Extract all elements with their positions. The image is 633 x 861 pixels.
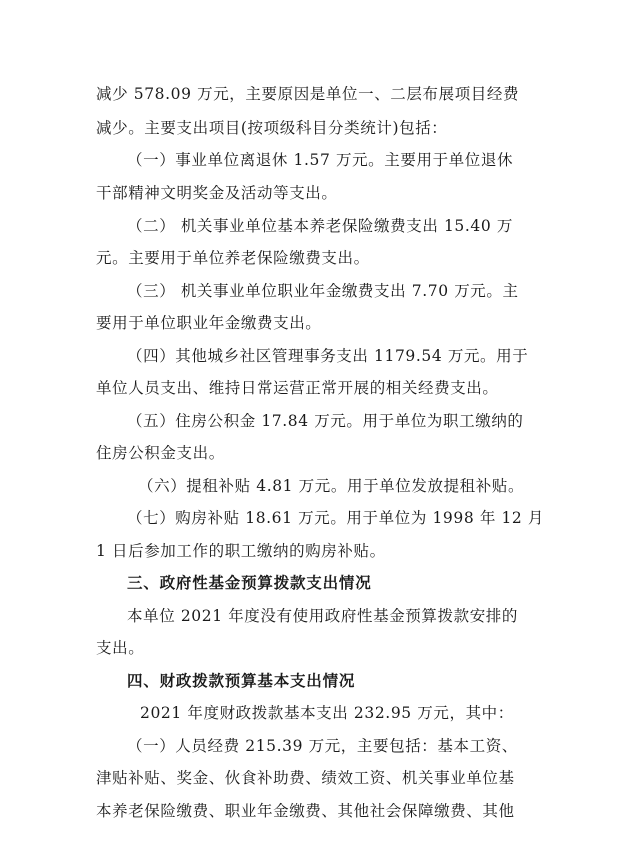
text-line: （六）提租补贴 4.81 万元。用于单位发放提租补贴。 [138,477,525,495]
text-line: 干部精神文明奖金及活动等支出。 [96,184,338,202]
text-line: （一）人员经费 215.39 万元，主要包括：基本工资、 [127,737,518,755]
text-line: （五）住房公积金 17.84 万元。用于单位为职工缴纳的 [127,412,524,430]
section-heading: 三、政府性基金预算拨款支出情况 [127,574,372,592]
text-line: 要用于单位职业年金缴费支出。 [96,314,322,332]
text-line: （一）事业单位离退休 1.57 万元。主要用于单位退休 [127,151,514,169]
text-line: 元。主要用于单位养老保险缴费支出。 [96,249,370,267]
text-line: 减少。主要支出项目(按项级科目分类统计)包括： [96,119,448,137]
text-line: 减少 578.09 万元，主要原因是单位一、二层布展项目经费 [96,85,520,103]
text-line: 住房公积金支出。 [96,444,225,462]
text-line: 津贴补贴、奖金、伙食补助费、绩效工资、机关事业单位基 [96,769,515,787]
text-line: （二） 机关事业单位基本养老保险缴费支出 15.40 万 [127,217,513,235]
text-line: 单位人员支出、维持日常运营正常开展的相关经费支出。 [96,379,499,397]
section-heading: 四、财政拨款预算基本支出情况 [127,672,356,690]
text-line: 本养老保险缴费、职业年金缴费、其他社会保障缴费、其他 [96,802,515,820]
text-line: 2021 年度财政拨款基本支出 232.95 万元，其中： [140,704,514,722]
text-line: 支出。 [96,639,145,657]
text-line: 1 日后参加工作的职工缴纳的购房补贴。 [96,542,386,560]
text-line: （四）其他城乡社区管理事务支出 1179.54 万元。用于 [127,347,529,365]
text-line: （三） 机关事业单位职业年金缴费支出 7.70 万元。主 [127,282,519,300]
text-line: 本单位 2021 年度没有使用政府性基金预算拨款安排的 [127,607,519,625]
text-line: （七）购房补贴 18.61 万元。用于单位为 1998 年 12 月 [127,509,545,527]
